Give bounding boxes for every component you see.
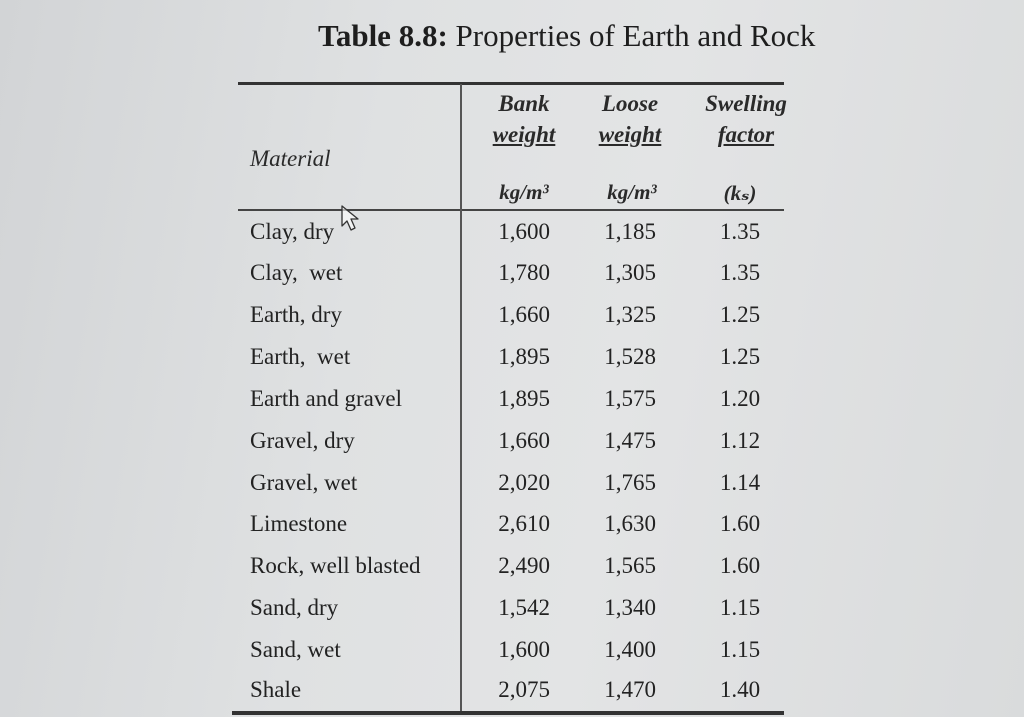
- table-title: [318, 18, 815, 54]
- cell-material: Limestone: [250, 511, 348, 536]
- cell-material: Gravel, dry: [250, 428, 355, 453]
- table-row: [0, 386, 1024, 422]
- cell-material: Sand, wet: [250, 637, 341, 662]
- header-bank-line2: weight: [492, 122, 556, 147]
- table-row: [0, 637, 1024, 673]
- cell-swelling-factor: 1.25: [719, 302, 761, 327]
- cell-bank-weight: 1,600: [498, 219, 550, 244]
- header-bank-line1: Bank: [498, 91, 550, 116]
- cell-swelling-factor: 1.12: [719, 428, 761, 453]
- cell-loose-weight: 1,630: [604, 511, 656, 536]
- cell-material: Earth, dry: [250, 302, 342, 327]
- header-loose-line1: Loose: [601, 91, 659, 116]
- header-swelling-factor: [694, 88, 798, 150]
- cell-material: Rock, well blasted: [250, 553, 421, 578]
- cell-bank-weight: 1,780: [498, 260, 550, 285]
- cell-swelling-factor: 1.60: [719, 511, 761, 536]
- table-top-rule: [238, 82, 784, 85]
- table-row: [0, 677, 1024, 713]
- table-row: [0, 511, 1024, 547]
- cell-loose-weight: 1,528: [604, 344, 656, 369]
- unit-swell: (kₛ): [723, 181, 757, 205]
- header-bank-weight: [484, 88, 564, 150]
- table-row: [0, 219, 1024, 255]
- header-swell-line2: factor: [717, 122, 775, 147]
- table-row: [0, 595, 1024, 631]
- table-number: Table 8.8:: [318, 18, 448, 53]
- cell-swelling-factor: 1.35: [719, 219, 761, 244]
- cell-material: Clay, dry: [250, 219, 335, 244]
- cell-swelling-factor: 1.60: [719, 553, 761, 578]
- cell-swelling-factor: 1.15: [719, 637, 761, 662]
- table-row: [0, 428, 1024, 464]
- table-row: [0, 260, 1024, 296]
- cell-loose-weight: 1,470: [604, 677, 656, 702]
- cell-loose-weight: 1,575: [604, 386, 656, 411]
- cell-loose-weight: 1,765: [604, 470, 656, 495]
- cell-bank-weight: 2,075: [498, 677, 550, 702]
- unit-bank: kg/m³: [499, 180, 549, 204]
- table-row: [0, 344, 1024, 380]
- table-bottom-rule: [232, 711, 784, 715]
- cell-bank-weight: 2,490: [498, 553, 550, 578]
- cell-swelling-factor: 1.14: [719, 470, 761, 495]
- table-header-rule: [238, 209, 784, 211]
- cell-bank-weight: 1,600: [498, 637, 550, 662]
- header-swell-line1: Swelling: [705, 91, 787, 116]
- cell-swelling-factor: 1.20: [719, 386, 761, 411]
- cell-material: Sand, dry: [250, 595, 339, 620]
- cell-swelling-factor: 1.15: [719, 595, 761, 620]
- cell-swelling-factor: 1.25: [719, 344, 761, 369]
- unit-loose: kg/m³: [607, 180, 657, 204]
- header-loose-weight: [588, 88, 672, 150]
- cell-bank-weight: 1,895: [498, 344, 550, 369]
- cell-swelling-factor: 1.40: [719, 677, 761, 702]
- cell-loose-weight: 1,185: [604, 219, 656, 244]
- cell-material: Earth, wet: [250, 344, 351, 369]
- cell-loose-weight: 1,400: [604, 637, 656, 662]
- cell-loose-weight: 1,325: [604, 302, 656, 327]
- header-material: Material: [250, 146, 331, 171]
- cell-bank-weight: 1,542: [498, 595, 550, 620]
- cell-bank-weight: 1,895: [498, 386, 550, 411]
- cell-loose-weight: 1,565: [604, 553, 656, 578]
- cell-bank-weight: 2,610: [498, 511, 550, 536]
- header-loose-line2: weight: [598, 122, 662, 147]
- table-caption: Properties of Earth and Rock: [447, 18, 816, 53]
- cell-material: Shale: [250, 677, 302, 702]
- cell-material: Clay, wet: [250, 260, 343, 285]
- mouse-pointer-icon: [340, 204, 366, 234]
- cell-bank-weight: 2,020: [498, 470, 550, 495]
- cell-bank-weight: 1,660: [498, 302, 550, 327]
- table-row: [0, 553, 1024, 589]
- cell-loose-weight: 1,340: [604, 595, 656, 620]
- table-row: [0, 470, 1024, 506]
- cell-loose-weight: 1,305: [604, 260, 656, 285]
- cell-material: Gravel, wet: [250, 470, 358, 495]
- cell-swelling-factor: 1.35: [719, 260, 761, 285]
- table-row: [0, 302, 1024, 338]
- cell-loose-weight: 1,475: [604, 428, 656, 453]
- cell-bank-weight: 1,660: [498, 428, 550, 453]
- cell-material: Earth and gravel: [250, 386, 402, 411]
